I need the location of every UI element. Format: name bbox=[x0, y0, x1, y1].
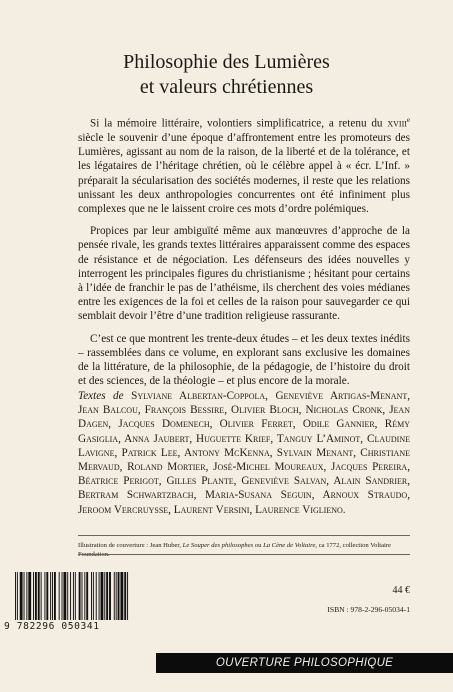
contributors bbox=[78, 389, 410, 517]
century-numeral: xviii bbox=[387, 117, 407, 130]
century-superscript: e bbox=[406, 116, 410, 124]
bottom-divider bbox=[78, 554, 410, 555]
series-name: OUVERTURE PHILOSOPHIQUE bbox=[215, 657, 394, 669]
paragraph-1-rest: siècle le souvenir d’une époque d’affrontement entre les promoteurs des Lumières, agissant au nom de la raison, de la liberté et de la tolérance, et les légataires de l’héritage chrétien, où le célèbre appel à « écr. L’Inf. » préparait la sécularisation des sociétés modernes, il reste que les relations unissant les deux anthropologies concurrentes ont été infiniment plus complexes que ne le laissent croire ces mots d’ordre polémiques. bbox=[78, 131, 410, 215]
title-line-2: et valeurs chrétiennes bbox=[139, 76, 314, 98]
contributors-lead: Textes de bbox=[78, 390, 124, 402]
caption-title-1: Le Souper des philosophes bbox=[182, 542, 254, 549]
paragraph-2: Propices par leur ambiguïté même aux manœuvres d’approche de la pensée rivale, les grands textes littéraires apparaissent comme des espaces de résistance et de négociation. Les défenseurs des idées nouvelles y interrogent les principales figures du christianisme ; hésitant pour certains à l’idée de franchir le pas de l’athéisme, ils cherchent des voies médianes entre les exigences de la foi et celles de la raison pour sauvegarder ce qui semblait devoir l’être d’une tradition religieuse rassurante. bbox=[78, 225, 410, 323]
contributors-list: Sylviane Albertan-Coppola, Geneviève Artigas-Menant, Jean Balcou, François Bessire, Olivier Bloch, Nicholas Cronk, Jean Dagen, Jacques Domenech, Olivier Ferret, Odile Gannier, Rémy Gasiglia, Anna Jaubert, Huguette Krief, Tanguy L’Aminot, Claudine Lavigne, Patrick Lee, Antony McKenna, Sylvain Menant, Christiane Mervaud, Roland Mortier, José-Michel Moureaux, Jacques Pereira, Béatrice Perigot, Gilles Plante, Geneviève Salvan, Alain Sandrier, Bertram Schwartzbach, Maria-Susana Seguin, Arnoux Straudo, Jeroom Vercruysse, Laurent Versini, Laurence Viglieno. bbox=[78, 390, 411, 516]
barcode-number: 9 782296 050341 bbox=[4, 621, 100, 632]
barcode-image bbox=[7, 572, 177, 620]
caption-part-c: ou bbox=[253, 542, 264, 549]
cover-illustration-credit bbox=[78, 541, 410, 559]
series-banner bbox=[156, 653, 453, 673]
paragraph-3: C’est ce que montrent les trente-deux études – et les deux textes inédits – rassemblées dans ce volume, en explorant sans exclusive les domaines de la littérature, de la philosophie, de la pédagogie, de l’histoire du droit et des sciences, de la théologie – et plus encore de la morale. bbox=[78, 332, 410, 388]
price: 44 € bbox=[392, 585, 410, 596]
caption-part-e: , ca 1772, collection Voltaire Foundation. bbox=[78, 542, 391, 558]
isbn: ISBN : 978-2-296-05034-1 bbox=[327, 605, 410, 614]
caption-part-a: Illustration de couverture : Jean Huber, bbox=[78, 542, 183, 549]
paragraph-1-start: Si la mémoire littéraire, volontiers simplificatrice, a retenu du bbox=[90, 117, 388, 130]
title-line-1: Philosophie des Lumières bbox=[123, 51, 330, 73]
caption-title-2: La Cène de Voltaire bbox=[263, 542, 316, 549]
blurb bbox=[78, 113, 410, 396]
book-title bbox=[0, 50, 453, 100]
top-divider bbox=[78, 535, 410, 536]
paragraph-1 bbox=[78, 113, 410, 216]
